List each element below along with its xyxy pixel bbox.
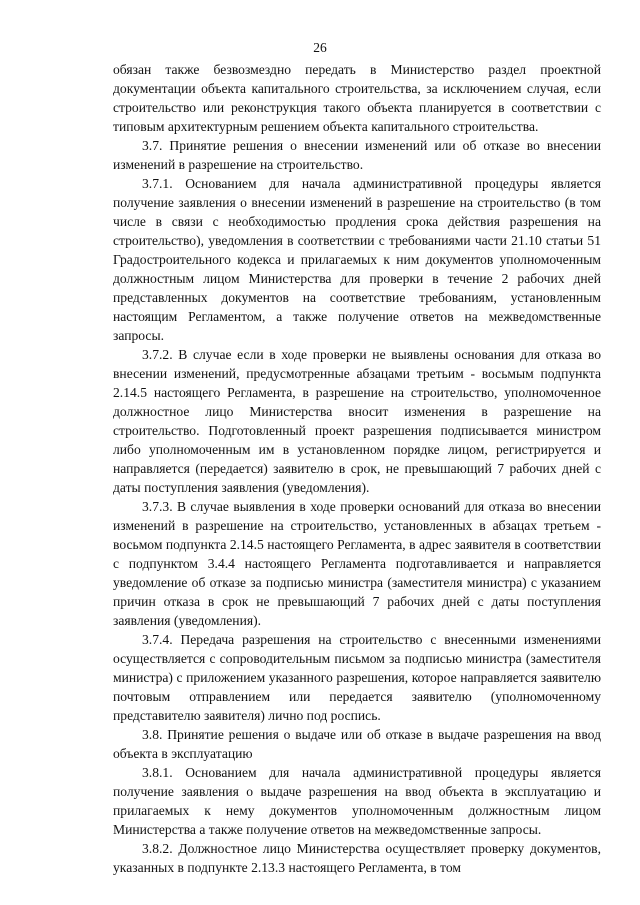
paragraph-3-7-4: 3.7.4. Передача разрешения на строительство с внесенными изменениями осуществляется с сопроводительным письмом за подписью министра (заместителя министра) с приложением указанного разрешения, которое направляется заявителю почтовым отправлением или передается заявителю (уполномоченному представителю заявителя) лично под роспись. [113,632,601,723]
paragraph-3-7-2: 3.7.2. В случае если в ходе проверки не выявлены основания для отказа во внесении изменений, предусмотренные абзацами третьим - восьмым подпункта 2.14.5 настоящего Регламента, в разрешение на строительство, уполномоченное должностное лицо Министерства вносит изменения в разрешение на строительство. Подготовленный проект разрешения подписывается министром либо уполномоченным им в установленном порядке лицом, регистрируется и направляется (передается) заявителю в срок, не превышающий 7 рабочих дней с даты поступления заявления (уведомления). [113,347,601,495]
section-heading-3-7: 3.7. Принятие решения о внесении изменений или об отказе во внесении изменений в разрешение на строительство. [113,138,601,172]
paragraph-3-8-1: 3.8.1. Основанием для начала административной процедуры является получение заявления о выдаче разрешения на ввод объекта в эксплуатацию и прилагаемых к нему документов уполномоченным должностным лицом Министерства а также получение ответов на межведомственные запросы. [113,765,601,837]
page-number: 26 [313,40,327,55]
paragraph-3-7-1: 3.7.1. Основанием для начала административной процедуры является получение заявления о внесении изменений в разрешение на строительство (в том числе в связи с необходимостью продления срока действия разрешения на строительство), уведомления в соответствии с требованиями части 21.10 статьи 51 Градостроительного кодекса и прилагаемых к ним документов уполномоченным должностным лицом Министерства для проверки в течение 2 рабочих дней представленных документов на соответствие требованиям, установленным настоящим Регламентом, а также получение ответов на межведомственные запросы. [113,176,601,343]
paragraph-continuation: обязан также безвозмездно передать в Министерство раздел проектной документации объекта капитального строительства, за исключением случая, если строительство или реконструкция такого объекта планируется в соответствии с типовым архитектурным решением объекта капитального строительства. [113,62,601,134]
section-heading-3-8: 3.8. Принятие решения о выдаче или об отказе в выдаче разрешения на ввод объекта в эксплуатацию [113,727,601,761]
paragraph-3-8-2: 3.8.2. Должностное лицо Министерства осуществляет проверку документов, указанных в подпункте 2.13.3 настоящего Регламента, в том [113,841,601,875]
page-body [113,60,601,877]
paragraph-3-7-3: 3.7.3. В случае выявления в ходе проверки оснований для отказа во внесении изменений в разрешение на строительство, установленных в абзацах третьем - восьмом подпункта 2.14.5 настоящего Регламента, в адрес заявителя в соответствии с подпунктом 3.4.4 настоящего Регламента подготавливается и направляется уведомление об отказе за подписью министра (заместителя министра) с указанием причин отказа в срок не превышающий 7 рабочих дней с даты поступления заявления (уведомления). [113,499,601,628]
